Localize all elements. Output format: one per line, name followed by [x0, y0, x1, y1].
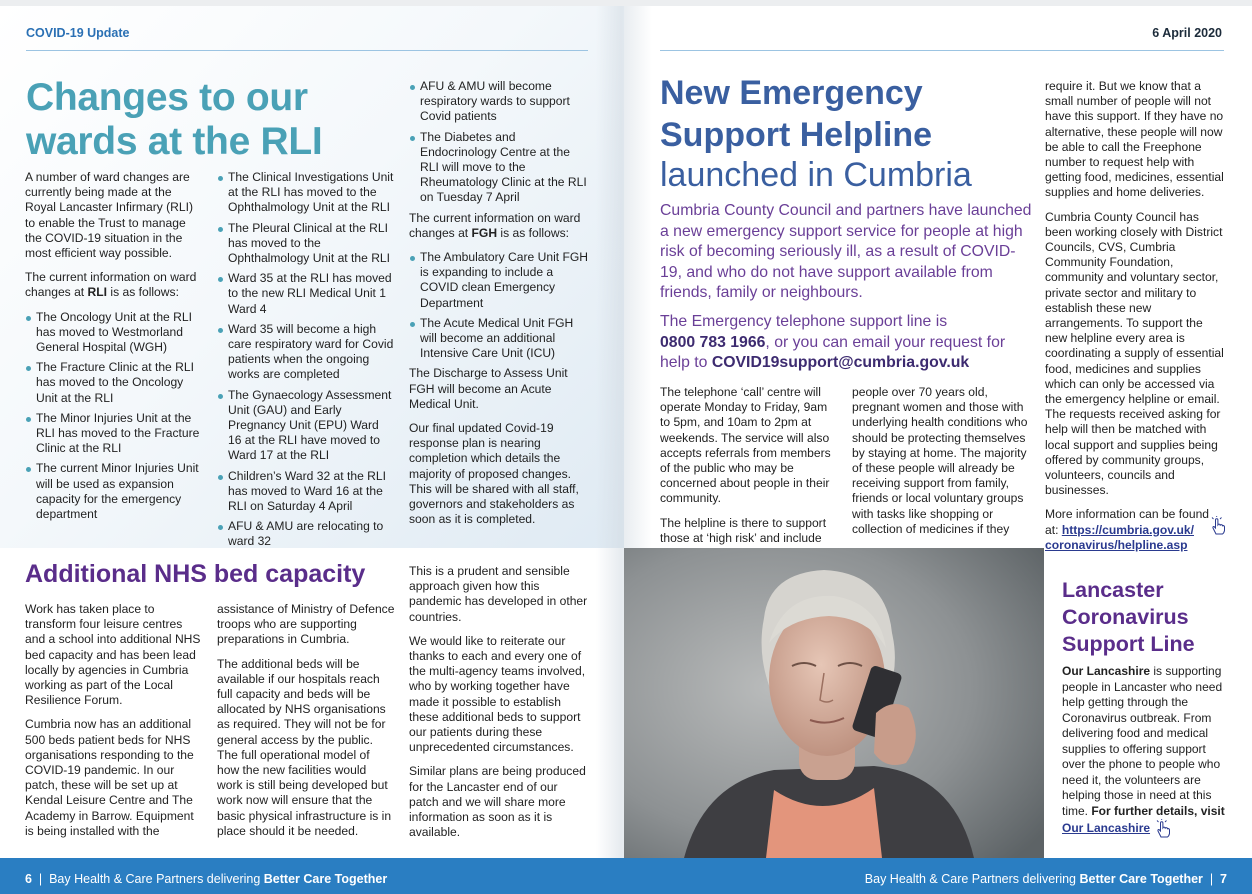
fgh-list — [409, 250, 589, 361]
list-item: The Clinical Investigations Unit at the RLI has moved to the Ophthalmology Unit at the RLI — [217, 170, 395, 216]
helpline-title — [660, 72, 932, 156]
list-item: The Minor Injuries Unit at the RLI has moved to the Fracture Clinic at the RLI — [25, 411, 203, 457]
woman-on-phone-photo — [624, 548, 1044, 858]
footer-bar — [0, 858, 1252, 894]
beds-column-3 — [409, 564, 589, 849]
list-item: AFU & AMU are relocating to ward 32 — [217, 519, 395, 549]
helpline-column-2 — [852, 385, 1032, 546]
helpline-more-info: More information can be found at: https://cumbria.gov.uk/ coronavirus/helpline.asp — [1045, 507, 1210, 552]
helpline-column-3 — [1045, 79, 1225, 562]
list-item: Ward 35 at the RLI has moved to the new RLI Medical Unit 1 Ward 4 — [217, 271, 395, 317]
our-lancashire-link[interactable]: Our Lancashire — [1062, 821, 1151, 836]
list-item: The Acute Medical Unit FGH will become an additional Intensive Care Unit (ICU) — [409, 316, 589, 362]
hand-pointer-icon[interactable] — [1154, 819, 1172, 839]
helpline-contact: The Emergency telephone support line is 0800 783 1966, or you can email your request for help to COVID19support@cumbria.gov.uk — [660, 313, 1006, 371]
helpline-column-1 — [660, 385, 840, 555]
footer-right: Bay Health & Care Partners delivering Better Care Together | 7 — [864, 872, 1227, 886]
footer-left: 6 | Bay Health & Care Partners delivering Better Care Together — [25, 872, 388, 886]
wards-column-2 — [217, 170, 395, 555]
list-item: The current Minor Injuries Unit will be used as expansion capacity for the emergency department — [25, 461, 203, 522]
header-rule-right — [660, 50, 1224, 51]
helpline-paragraph: Cumbria County Council has been working closely with District Councils, CVS, Cumbria Community Foundation, community and voluntary sector, private sector and military to establish these new arrangements. To support the new helpline every area is coordinating a supply of essential food, medicines and supplies which can only be accessed via the emergency helpline or email. The requests received asking for help will then be matched with local support and supplies being offered by community groups, volunteers, councils and businesses. — [1045, 209, 1224, 498]
list-item: The Diabetes and Endocrinology Centre at the RLI will move to the Rheumatology Clinic at the RLI on Tuesday 7 April — [409, 130, 589, 206]
wards-column-3 — [409, 79, 589, 536]
wards-column-1 — [25, 170, 203, 527]
beds-title: Additional NHS bed capacity — [25, 560, 366, 588]
beds-paragraph: This is a prudent and sensible approach given how this pandemic has developed in other countries. — [409, 564, 588, 624]
helpline-paragraph: The helpline is there to support those at ‘high risk’ and include — [660, 515, 827, 545]
section-header: COVID-19 Update — [26, 26, 130, 40]
helpline-paragraph: require it. But we know that a small number of people will not have this support. If they have no alternative, these people will now be able to call the Freephone number to request help with getting food, medicines, essential supplies and home deliveries. — [1045, 79, 1224, 200]
issue-date: 6 April 2020 — [1152, 26, 1222, 40]
helpline-url-link[interactable]: https://cumbria.gov.uk/ coronavirus/helpline.asp — [1045, 522, 1194, 552]
beds-column-2 — [217, 602, 395, 848]
helpline-paragraph: people over 70 years old, pregnant women and those with underlying health conditions who should be protecting themselves by staying at home. The majority of these people will already be receiving support from family, friends or local voluntary groups with tasks like shopping or collection of medicines if they — [852, 385, 1028, 536]
list-item: The Pleural Clinical at the RLI has moved to the Ophthalmology Unit at the RLI — [217, 221, 395, 267]
wards-title-line2: wards at the RLI — [26, 120, 323, 163]
helpline-intro: Cumbria County Council and partners have launched a new emergency support service for people at high risk of becoming seriously ill, as a result of COVID-19, and who do not have support available from friends, family or neighbours. — [660, 202, 1032, 301]
beds-paragraph: Cumbria now has an additional 500 beds patient beds for NHS organisations responding to the COVID-19 pandemic. In our patch, these will be set up at Kendal Leisure Centre and The Academy in Barrow. Equipment is being installed with the — [25, 717, 194, 838]
page-number-left: 6 — [25, 872, 32, 886]
page-number-right: 7 — [1220, 872, 1227, 886]
list-item: The Gynaecology Assessment Unit (GAU) and Early Pregnancy Unit (EPU) Ward 16 at the RLI have moved to Ward 17 at the RLI — [217, 388, 395, 464]
wards-intro: A number of ward changes are currently being made at the Royal Lancaster Infirmary (RLI) to enable the Trust to manage the COVID-19 situation in the most efficient way possible. — [25, 170, 194, 261]
rli-list-c — [409, 79, 589, 206]
wards-rli-lead: The current information on ward changes at RLI is as follows: — [25, 270, 197, 300]
wards-title-line1: Changes to our — [26, 76, 308, 119]
lancaster-support-box — [1046, 563, 1236, 858]
wards-plan: Our final updated Covid-19 response plan is nearing completion which details the majority of proposed changes. This will be shared with all staff, governors and stakeholders as soon as it is completed. — [409, 421, 579, 527]
helpline-title-line2: Support Helpline — [660, 116, 932, 154]
list-item: The Fracture Clinic at the RLI has moved to the Oncology Unit at the RLI — [25, 360, 203, 406]
beds-column-1 — [25, 602, 203, 848]
list-item: Ward 35 will become a high care respiratory ward for Covid patients when the ongoing works are completed — [217, 322, 395, 383]
beds-paragraph: We would like to reiterate our thanks to each and every one of the multi-agency teams involved, who by working together have made it possible to establish these additional beds to support our patients during these unprecedented circumstances. — [409, 633, 586, 755]
helpline-email-link[interactable]: COVID19support@cumbria.gov.uk — [711, 354, 970, 371]
hand-pointer-icon[interactable] — [1209, 516, 1227, 536]
header-rule-left — [26, 50, 588, 51]
rli-list-a — [25, 310, 203, 523]
list-item: AFU & AMU will become respiratory wards to support Covid patients — [409, 79, 589, 125]
wards-fgh-lead: The current information on ward changes at FGH is as follows: — [409, 210, 581, 240]
helpline-subtitle: launched in Cumbria — [660, 156, 972, 194]
beds-paragraph: Work has taken place to transform four leisure centres and a school into additional NHS bed capacity and has been lead locally by agencies in Cumbria working as part of the Local Resilience Forum. — [25, 602, 201, 708]
helpline-paragraph: The telephone ‘call’ centre will operate Monday to Friday, 9am to 5pm, and 10am to 2pm at weekends. The service will also accepts referrals from members of the public who may be concerned about people in their community. — [660, 385, 831, 506]
beds-paragraph: assistance of Ministry of Defence troops who are supporting preparations in Cumbria. — [217, 602, 395, 647]
list-item: The Ambulatory Care Unit FGH is expanding to include a COVID clean Emergency Department — [409, 250, 589, 311]
list-item: The Oncology Unit at the RLI has moved to Westmorland General Hospital (WGH) — [25, 310, 203, 356]
beds-paragraph: The additional beds will be available if our hospitals reach full capacity and beds will be allocated by NHS organisations as required. They will not be for general access by the public. The full operational model of how the new facilities would work is still being developed but work now will ensure that the basic physical infrastructure is in place should it be needed. — [217, 656, 392, 838]
helpline-title-line1: New Emergency — [660, 74, 923, 112]
wards-discharge: The Discharge to Assess Unit FGH will become an Acute Medical Unit. — [409, 366, 568, 411]
beds-paragraph: Similar plans are being produced for the Lancaster end of our patch and we will share more information as soon as it is available. — [409, 764, 586, 840]
wards-title — [26, 76, 322, 164]
lancaster-body: Our Lancashire is supporting people in Lancaster who need help getting through the Coronavirus outbreak. From delivering food and medical supplies to offering support over the phone to people who need it, the volunteers are helping those in need at this time. For further details, visit Our Lancashire — [1062, 664, 1230, 839]
list-item: Children’s Ward 32 at the RLI has moved to Ward 16 at the RLI on Saturday 4 April — [217, 469, 395, 515]
helpline-phone[interactable]: 0800 783 1966 — [660, 333, 766, 351]
lancaster-title: Lancaster Coronavirus Support Line — [1062, 578, 1195, 656]
rli-list-b — [217, 170, 395, 550]
